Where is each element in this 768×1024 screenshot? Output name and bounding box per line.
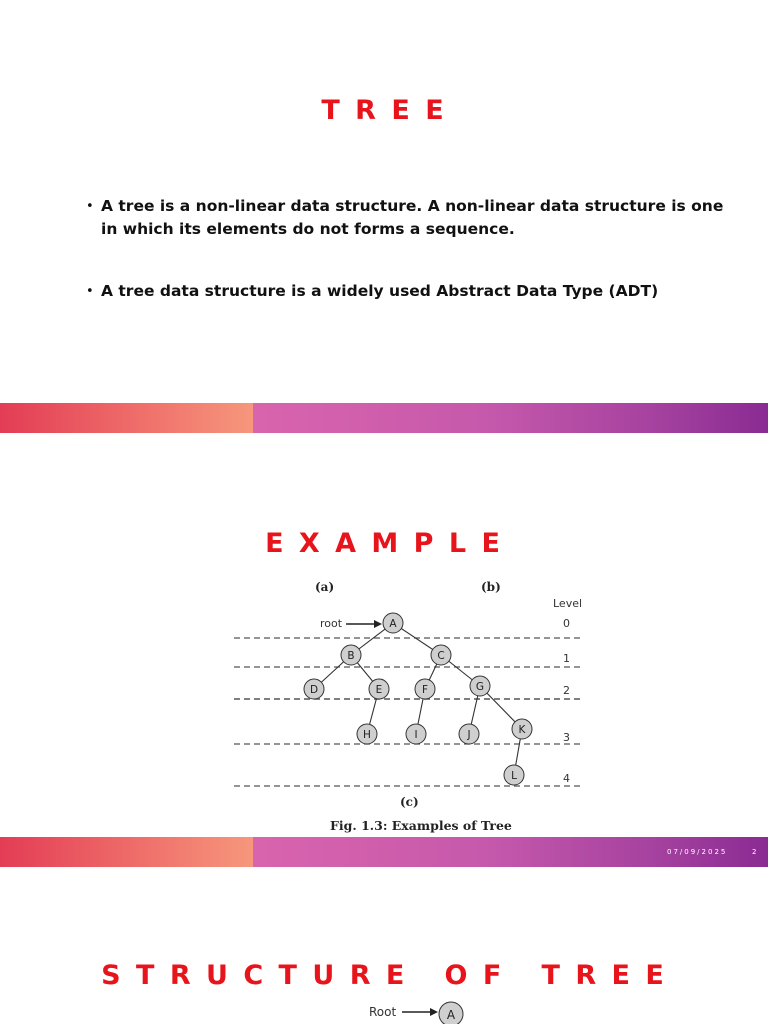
tree-node-d xyxy=(304,679,324,699)
tree-node-j xyxy=(459,724,479,744)
figure-label-c: (c) xyxy=(400,795,419,809)
bullet-item: • A tree data structure is a widely used Abstract Data Type (ADT) xyxy=(86,280,726,303)
node-label: A xyxy=(446,1008,456,1022)
band-warm-segment xyxy=(0,403,253,433)
level-number: 1 xyxy=(563,652,570,665)
band-cool-segment xyxy=(253,403,768,433)
footer-date: 07/09/2025 xyxy=(667,848,728,856)
node-label: D xyxy=(309,684,319,696)
node-label: G xyxy=(475,681,485,693)
node-label: A xyxy=(389,618,397,630)
figure-label-a: (a) xyxy=(315,580,335,594)
structure-diagram xyxy=(360,998,480,1024)
node-label: F xyxy=(421,684,429,696)
footer-page-number: 2 xyxy=(752,848,759,856)
slide1-bullet-list xyxy=(86,195,726,303)
tree-node-i xyxy=(406,724,426,744)
tree-node-c xyxy=(431,645,451,665)
level-number: 3 xyxy=(563,731,570,744)
node-label: E xyxy=(375,684,383,696)
slide1-title: T R E E xyxy=(321,95,447,126)
bullet-item: • A tree is a non-linear data structure. A non-linear data structure is one in which its elements do not forms a sequence. xyxy=(86,195,726,241)
node-label: I xyxy=(414,729,418,741)
node-label: L xyxy=(511,770,517,782)
tree-node-b xyxy=(341,645,361,665)
tree-node-l xyxy=(504,765,524,785)
tree-node-a xyxy=(383,613,403,633)
node-label: H xyxy=(363,729,371,741)
figure-caption: Fig. 1.3: Examples of Tree xyxy=(330,818,512,833)
level-number: 2 xyxy=(563,684,570,697)
slide2-title: E X A M P L E xyxy=(265,528,503,559)
level-header: Level xyxy=(553,597,583,610)
node-label: B xyxy=(347,650,355,662)
figure-label-b: (b) xyxy=(481,580,501,594)
tree-node-g xyxy=(470,676,490,696)
level-number: 4 xyxy=(563,772,570,785)
tree-node-h xyxy=(357,724,377,744)
level-number: 0 xyxy=(563,617,570,630)
node-label: J xyxy=(467,729,471,741)
root-label: root xyxy=(320,617,343,630)
slide1-footer-band xyxy=(0,403,768,433)
root-arrow-icon xyxy=(402,1008,438,1016)
slide3-title: S T R U C T U R E O F T R E E xyxy=(101,960,667,991)
slide2-footer-band xyxy=(0,837,768,867)
band-warm-segment xyxy=(0,837,253,867)
tree-node-e xyxy=(369,679,389,699)
structure-node-a xyxy=(439,1002,463,1024)
tree-example-figure xyxy=(170,574,620,836)
node-label: C xyxy=(437,650,445,662)
tree-node-f xyxy=(415,679,435,699)
tree-node-k xyxy=(512,719,532,739)
node-label: K xyxy=(518,724,526,736)
structure-root-label: Root xyxy=(369,1005,397,1019)
